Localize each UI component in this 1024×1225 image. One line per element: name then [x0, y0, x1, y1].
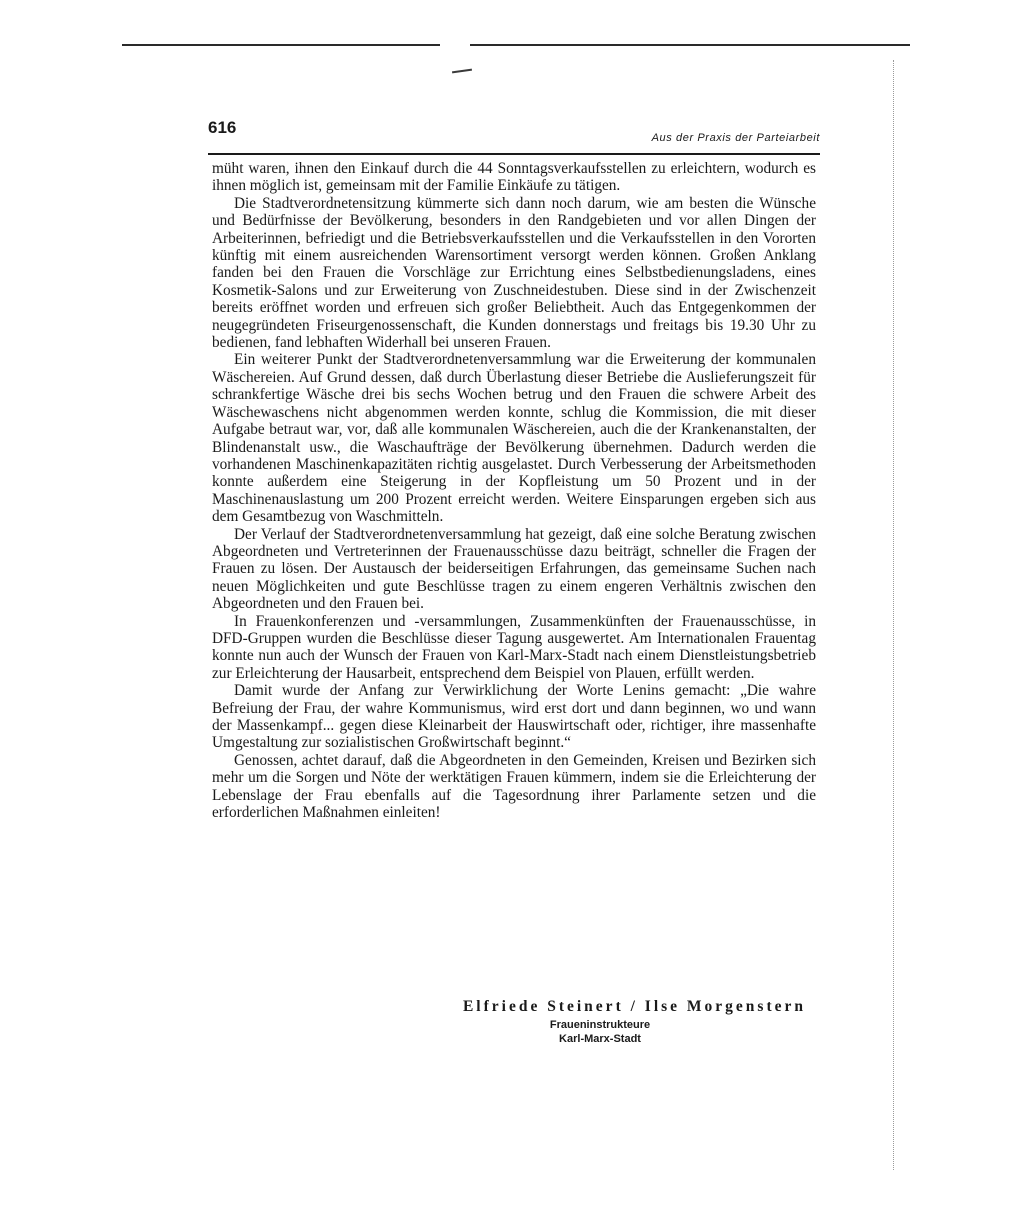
signature-role-title: Fraueninstrukteure — [549, 1019, 651, 1031]
body-text — [212, 160, 816, 821]
paragraph: In Frauenkonferenzen und -versammlungen, Zusammenkünften der Frauenausschüsse, in DFD-Gruppen wurden die Beschlüsse dieser Tagung ausgewertet. Am Internationalen Frauentag konnte nun auch der Wunsch der Frauen von Karl-Marx-Stadt nach einem Dienstleistungsbetrieb zur Erleichterung der Hausarbeit, entsprechend dem Beispiel von Plauen, erfüllt werden. — [212, 612, 816, 682]
signature-authors: Elfriede Steinert / Ilse Morgenstern — [462, 998, 806, 1015]
signature-role-city: Karl-Marx-Stadt — [559, 1033, 641, 1045]
scan-edge-right — [893, 60, 895, 1170]
paragraph: Der Verlauf der Stadtverordnetenversammlung hat gezeigt, daß eine solche Beratung zwischen Abgeordneten und Vertreterinnen der Frauenausschüsse dazu beiträgt, schneller die Fragen der Frauen zu lösen. Der Austausch der beiderseitigen Erfahrungen, das gemeinsame Suchen nach neuen Möglichkeiten und gute Beschlüsse tragen zu einem engeren Verhältnis zwischen den Abgeordneten und den Frauen bei. — [212, 525, 816, 613]
scan-edge-top — [122, 44, 910, 46]
signature-role — [520, 1018, 680, 1046]
running-head: Aus der Praxis der Parteiarbeit — [651, 132, 820, 144]
paragraph: Ein weiterer Punkt der Stadtverordnetenversammlung war die Erweiterung der kommunalen Wäschereien. Auf Grund dessen, daß durch Überlastung dieser Betriebe die Auslieferungszeit für schrankfertige Wäsche drei bis sechs Wochen betrug und den Frauen die schwere Arbeit des Wäschewaschens nicht abgenommen werden konnte, schlug die Kommission, die mit dieser Aufgabe betraut war, vor, daß alle kommunalen Wäschereien, auch die der Krankenanstalten, der Blindenanstalt usw., die Waschaufträge der Bevölkerung übernehmen. Dadurch werden die vorhandenen Maschinenkapazitäten richtig ausgelastet. Durch Verbesserung der Arbeitsmethoden konnte außerdem eine Steigerung in der Kopfleistung um 50 Prozent und in der Maschinenauslastung um 200 Prozent erreicht werden. Weitere Einsparungen ergeben sich aus dem Gesamtbezug von Waschmitteln. — [212, 351, 816, 526]
page-header — [208, 118, 820, 152]
paragraph: müht waren, ihnen den Einkauf durch die 44 Sonntagsverkaufsstellen zu erleichtern, wodurch es ihnen möglich ist, gemeinsam mit der Familie Einkäufe zu tätigen. — [212, 160, 816, 195]
page-number: 616 — [208, 118, 237, 137]
paragraph: Die Stadtverordnetensitzung kümmerte sich dann noch darum, wie am besten die Wünsche und Bedürfnisse der Bevölkerung, besonders in den Randgebieten und vor allen Dingen der Arbeiterinnen, befriedigt und die Betriebsverkaufsstellen und die Verkaufsstellen in den Vororten künftig mit einem ausreichenden Warensortiment versorgt werden können. Großen Anklang fanden bei den Frauen die Vorschläge zur Errichtung eines Selbstbedienungsladens, eines Kosmetik-Salons und zur Erweiterung von Zuschneidestuben. Diese sind in der Zwischenzeit bereits eröffnet worden und erfreuen sich großer Beliebtheit. Auch das Entgegenkommen der neugegründeten Friseurgenossenschaft, die Kunden donnerstags und freitags bis 19.30 Uhr zu bedienen, fand lebhaften Widerhall bei unseren Frauen. — [212, 194, 816, 352]
scan-edge-gap — [440, 42, 470, 48]
scan-mark — [452, 69, 472, 74]
paragraph: Genossen, achtet darauf, daß die Abgeordneten in den Gemeinden, Kreisen und Bezirken sich mehr um die Sorgen und Nöte der werktätigen Frauen kümmern, indem sie die Erleichterung der Lebenslage der Frau ebenfalls auf die Tagesordnung ihrer Parlamente setzen und die erforderlichen Maßnahmen einleiten! — [212, 751, 816, 822]
header-rule — [208, 153, 820, 155]
paragraph: Damit wurde der Anfang zur Verwirklichung der Worte Lenins gemacht: „Die wahre Befreiung der Frau, der wahre Kommunismus, wird erst dort und dann beginnen, wo und wann der Massenkampf... gegen diese Kleinarbeit der Hauswirtschaft oder, richtiger, ihre massenhafte Umgestaltung zur sozialistischen Großwirtschaft beginnt.“ — [212, 682, 816, 752]
